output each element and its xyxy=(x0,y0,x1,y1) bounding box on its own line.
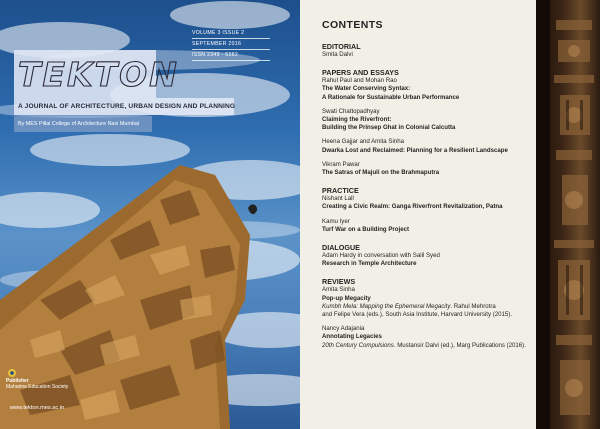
entry-title: Creating a Civic Realm: Ganga Riverfront Revitalization, Patna xyxy=(322,203,503,211)
book-reference xyxy=(322,342,532,350)
entry-author: Vikram Pawar xyxy=(322,160,360,168)
list-item[interactable] xyxy=(322,138,532,154)
volume-issue: VOLUME 3 ISSUE 2 xyxy=(192,28,270,39)
list-item[interactable] xyxy=(322,218,532,234)
entry-author: Heena Gajjar and Amita Sinha xyxy=(322,138,404,146)
back-cover-strip xyxy=(536,0,600,429)
entry-title-line2: Building the Prinsep Ghat in Colonial Calcutta xyxy=(322,124,456,132)
book-details: . Mustansir Dalvi (ed.), Marg Publications (2016). xyxy=(393,341,526,349)
list-item[interactable] xyxy=(322,77,532,102)
section-papers: PAPERS AND ESSAYS xyxy=(322,68,399,78)
issue-info xyxy=(192,28,270,61)
entry-author: Nishant Lall xyxy=(322,195,354,203)
section-reviews: REVIEWS xyxy=(322,277,356,287)
contents-page xyxy=(300,0,536,429)
entry-title: Research in Temple Architecture xyxy=(322,260,417,268)
byline: By MES Pillai College of Architecture Navi Mumbai xyxy=(18,121,140,127)
contents-list xyxy=(322,42,532,350)
book-details: . Rahul Mehrotra xyxy=(450,302,496,310)
entry-author: Swati Chattopadhyay xyxy=(322,107,380,115)
entry-title: Annotating Legacies xyxy=(322,333,382,341)
journal-logo: TEKTON xyxy=(18,55,179,94)
contents-heading: CONTENTS xyxy=(322,19,383,31)
publisher-block xyxy=(6,378,68,390)
list-item[interactable] xyxy=(322,325,532,350)
publisher-name: Mahatma Education Society xyxy=(6,384,69,390)
entry-author: Nancy Adajania xyxy=(322,325,365,333)
entry-title: The Water Conserving Syntax: xyxy=(322,85,411,93)
list-item[interactable] xyxy=(322,252,532,268)
entry-author: Amita Sinha xyxy=(322,286,355,294)
entry-title: Pop-up Megacity xyxy=(322,294,371,302)
publisher-logo-icon xyxy=(6,368,18,378)
book-title: Kumbh Mela: Mapping the Ephemeral Megacity xyxy=(322,302,451,310)
issn: ISSN 2349 - 6282 xyxy=(192,50,270,61)
entry-title-line2: A Rationale for Sustainable Urban Performance xyxy=(322,93,460,101)
entry-title: Dwarka Lost and Reclaimed: Planning for a Resilient Landscape xyxy=(322,146,508,154)
list-item[interactable] xyxy=(322,108,532,133)
entry-author: Kamu Iyer xyxy=(322,217,350,225)
section-editorial: EDITORIAL xyxy=(322,42,361,51)
list-item[interactable] xyxy=(322,286,532,319)
book-title: 20th Century Compulsions xyxy=(322,341,394,349)
list-item[interactable] xyxy=(322,195,532,211)
book-details-line2: and Felipe Vera (eds.), South Asia Institute, Harvard University (2015). xyxy=(322,311,513,319)
book-reference xyxy=(322,303,532,311)
entry-author: Adam Hardy in conversation with Salil Syed xyxy=(322,252,440,260)
entry-title: The Satras of Majuli on the Brahmaputra xyxy=(322,169,440,177)
journal-subtitle: A JOURNAL OF ARCHITECTURE, URBAN DESIGN AND PLANNING xyxy=(18,103,236,110)
entry-title: Claiming the Riverfront: xyxy=(322,116,392,124)
editorial-author: Smita Dalvi xyxy=(322,51,353,58)
carved-temple-photo xyxy=(536,0,600,429)
list-item[interactable] xyxy=(322,161,532,177)
section-practice: PRACTICE xyxy=(322,186,359,196)
entry-author: Rahul Paul and Mohan Rao xyxy=(322,77,397,85)
issue-date: SEPTEMBER 2016 xyxy=(192,39,270,50)
section-dialogue: DIALOGUE xyxy=(322,243,360,253)
publisher-label: Publisher xyxy=(6,378,29,384)
website-link[interactable]: www.tekton.mes.ac.in xyxy=(10,405,65,411)
entry-title: Turf War on a Building Project xyxy=(322,225,410,233)
